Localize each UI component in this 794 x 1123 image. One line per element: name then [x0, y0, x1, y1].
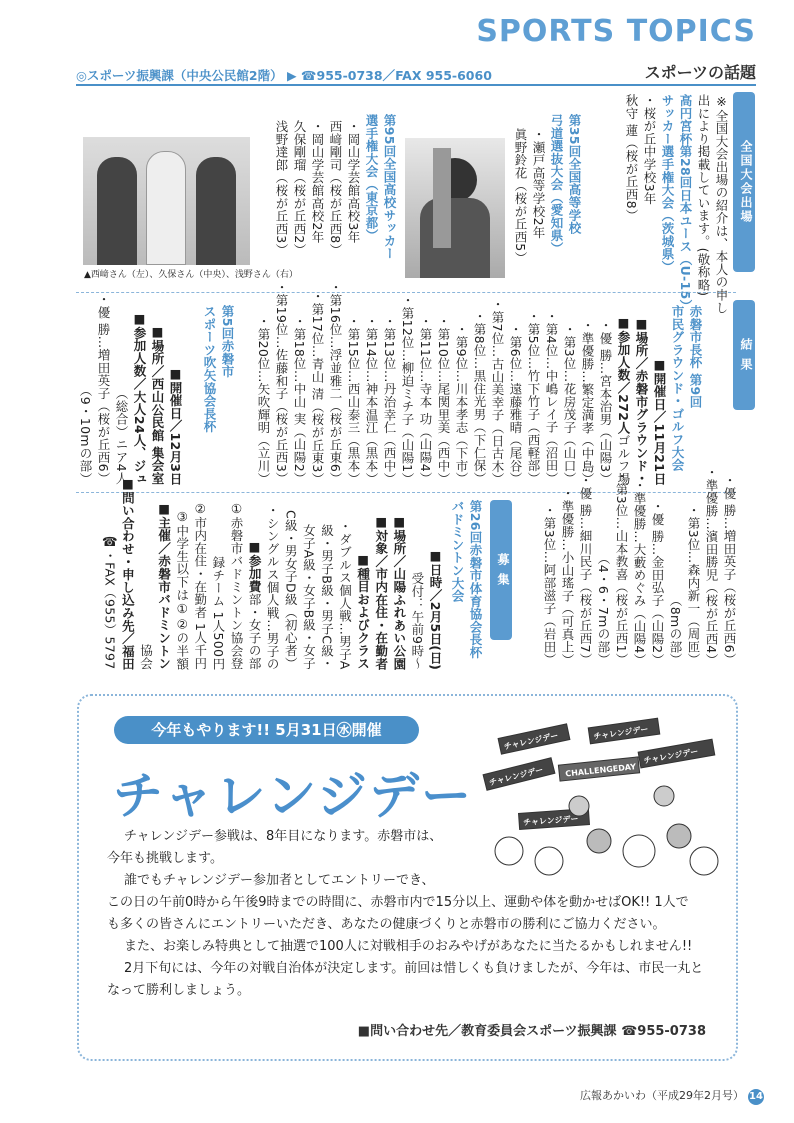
kyudo-photo [405, 138, 505, 278]
header-rule [76, 84, 756, 86]
kyudo-title: 第35回全国高等学校 弓道選抜大会（愛知県） [549, 114, 582, 255]
illus-label: チャレンジデー [592, 724, 649, 742]
tab-boshu: 募 集 [490, 500, 512, 640]
soccer-hs-title: 第95回全国高校サッカー 選手権大会（東京都） [364, 114, 397, 260]
page-title: SPORTS TOPICS [476, 14, 756, 49]
soccer-team-photo [83, 137, 250, 265]
challenge-paragraph: 2月下旬には、今年の対戦自治体が決定します。前回は惜しくも負けましたが、今年は、市民一丸と [124, 961, 704, 976]
badminton-details: ■日時／2月5日(日) 受付：午前9時〜 ■場所／山陽ふれあい公園 ■対象／市内在住・在勤者 ■種目およびクラス ・ダブルス個人戦…男子A 級・男子B級・男子C級・ 女子A級・女子B級・女子 C級・男女子D級（初心者） ・シングルス個人戦…男子の 部・女子の部 ■参加費 ①赤磐市バドミントン協会登 録チーム 1人500円 ②市内在住・在勤者 1人千円 ③中学生以下は①②の半額 ■主催／赤磐市バドミントン 協会 ■問い合わせ・申し込み先／福田 ☎・FAX（955）5797 [102, 475, 443, 670]
challenge-banner: 今年もやります!! 5月31日㊌開催 [114, 716, 419, 744]
illus-label: チャレンジデー [522, 814, 579, 828]
fukiya-title: 第5回赤磐市 スポーツ吹矢協会長杯 [202, 305, 235, 433]
note-line: 出により掲載しています。(敬称略) [696, 94, 711, 297]
tab-kekka: 結 果 [733, 300, 755, 410]
challenge-paragraph: また、お楽しみ特典として抽選で100人に対戦相手のおみやげがあなたに当たるかもしれません!! [124, 939, 693, 954]
challenge-illustration [479, 711, 729, 886]
zenkoku-note [694, 94, 730, 315]
illus-label: チャレンジデー [488, 765, 545, 788]
footer-text: 広報あかいわ（平成29年2月号） [580, 1089, 744, 1102]
challenge-title: チャレンジデー [113, 767, 473, 825]
challenge-paragraph: チャレンジデー参戦は、8年目になります。赤磐市は、 [124, 829, 443, 844]
soccer-youth-title: 高円宮杯第28回日本ユース（U-15） サッカー選手権大会（茨城県） [660, 94, 693, 313]
challenge-paragraph: 今年も挑戦します。 [107, 851, 223, 866]
kyudo-entry: ・瀬戸高等学校2年 眞野鈴花（桜が丘西5） [513, 128, 546, 265]
challenge-paragraph: この日の午前0時から午後9時までの時間に、赤磐市内で15分以上、運動や体を動かせばOK!! 1人で [107, 895, 689, 910]
fukiya-results-cont: ・優 勝…増田英子（桜が丘西6） ・準優勝…濱田勝児（桜が丘西4） ・第3位…森内新一（周匝） （8mの部） ・優 勝…金田弘子（山陽2） ・準優勝…大藪めぐみ（山陽4） ・第3位…山本教喜（桜が丘西1） （4・6・7mの部） ・優 勝…細川民子（桜が丘西7） ・準優勝…小山瑤子（可真上） ・第3位…阿部滋子（岩田） [542, 465, 737, 666]
soccer-photo-caption: ▲西﨑さん（左）、久保さん（中央）、浅野さん（右） [84, 270, 298, 280]
challenge-paragraph: なって勝利しましょう。 [107, 983, 251, 998]
page-footer [580, 1087, 764, 1105]
challenge-paragraph: 誰でもチャレンジデー参加者としてエントリーでき、 [124, 873, 435, 888]
soccer-youth-entry: ・桜が丘中学校3年 秋守 蓮（桜が丘西8） [624, 94, 657, 222]
golf-results: ■開催日／11月21日 ■場所／赤磐市グラウンド・ ゴルフ場 ■参加人数／272人 ・優 勝…宮本治男（山陽3） ・準優勝…繁定満孝（中島） ・第3位…花房茂子（山口） ・第4位…中嶋レイ子（沼田） ・第5位…竹下竹子（西軽部） ・第6位…遠藤雅晴（尾谷） ・第7位…古山美幸子（日古木） ・第8位…黒住光男（下仁保） ・第9位…川本孝志（下市） ・第10位…尾関里美（西中） ・第11位…寺本 功（山陽4） ・第12位…柳迫ミチ子（山陽1） ・第13位…丹治幸仁（西中） ・第14位…神本温江（黒本） ・第15位…西山泰三（黒本） ・第16位…浮並雅二（桜が丘東6） ・第17位…青山 清（桜が丘東3） ・第18位…中山 実（山陽2） ・第19位…佐藤和子（桜が丘西3） ・第20位…矢吹輝明（立川） [256, 281, 667, 485]
page-number: 14 [748, 1089, 764, 1105]
note-line: ※全国大会出場の紹介は、本人の申し [714, 94, 729, 315]
badminton-title: 第26回赤磐市体育協会長杯 バドミントン大会 [450, 500, 483, 659]
challenge-day-box [77, 694, 738, 1061]
illus-label: CHALLENGEDAY [564, 762, 637, 779]
golf-title: 赤磐市長杯 第9回 市民グラウンド・ゴルフ大会 [670, 305, 703, 472]
page-subtitle: スポーツの話題 [644, 63, 756, 82]
challenge-paragraph: も多くの皆さんにエントリーいただき、あなたの健康づくりと赤磐市の勝利にご協力ください。 [107, 917, 666, 932]
soccer-hs-entry: ・岡山学芸館高校3年 西﨑剛司（桜が丘西8） ・岡山学芸館高校2年 久保剛瑠（桜が丘西2） 浅野達郎（桜が丘西3） [274, 120, 361, 257]
illus-label: チャレンジデー [503, 731, 560, 752]
challenge-contact: ■問い合わせ先／教育委員会スポーツ振興課 ☎955-0738 [357, 1024, 706, 1039]
department-contact: ◎スポーツ振興課（中央公民館2階） ▶ ☎955-0738／FAX 955-6060 [76, 68, 492, 83]
fukiya-results: ■開催日／12月3日 ■場所／西山公民館 集会室 ■参加人数／大人24人、ジュ ニア4人 （総合） ・優 勝…増田英子（桜が丘西6） （9・10mの部） [78, 293, 183, 485]
illus-label: チャレンジデー [642, 746, 700, 766]
tab-zenkoku: 全国大会出場 [733, 92, 755, 272]
